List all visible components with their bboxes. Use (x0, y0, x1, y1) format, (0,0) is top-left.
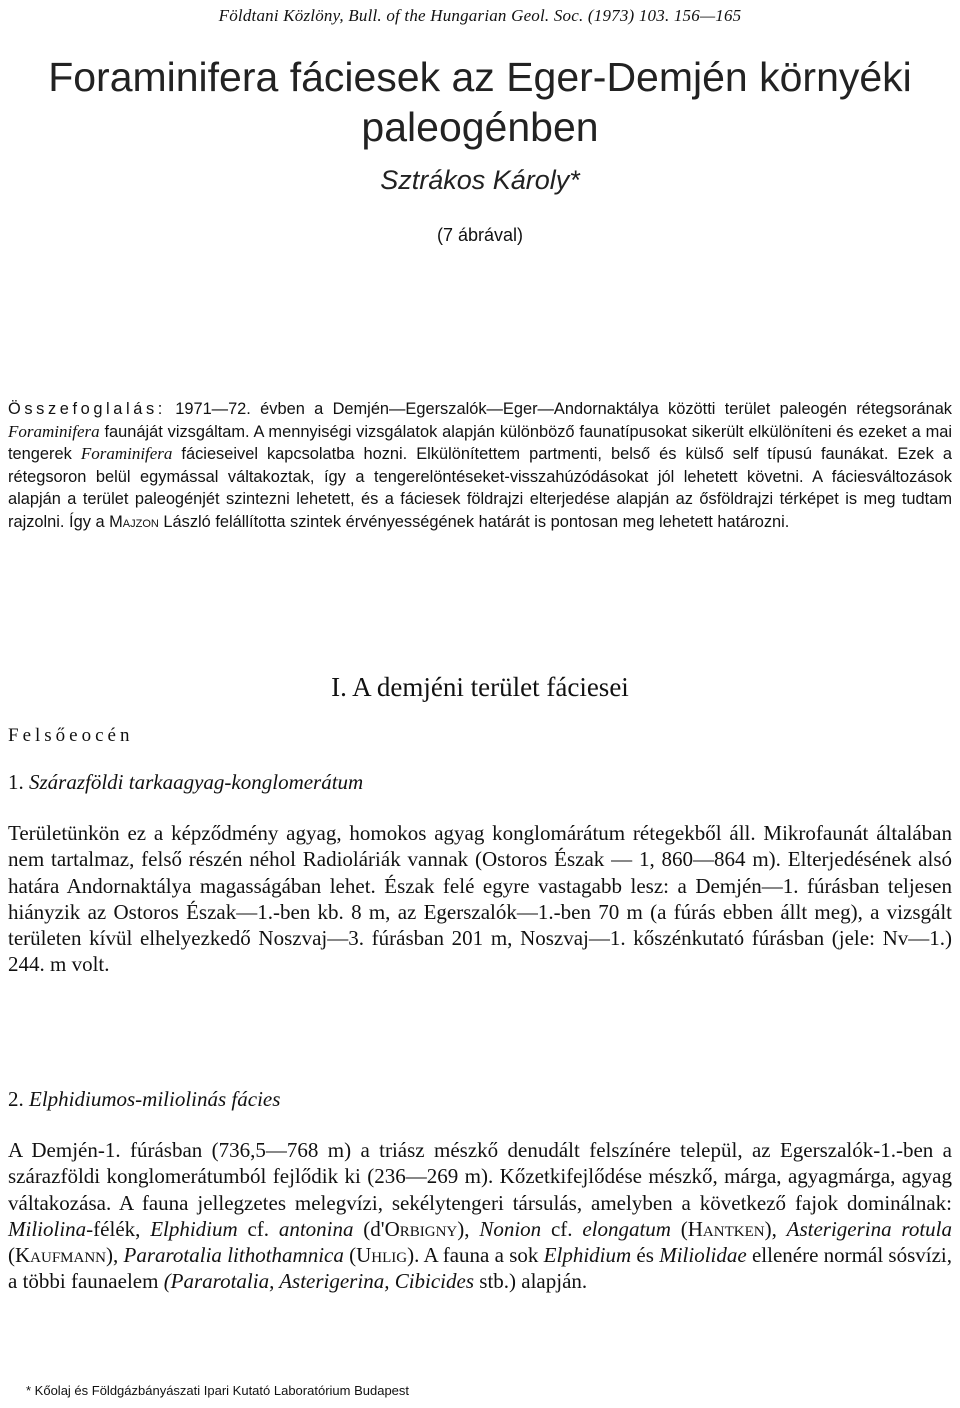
title-line-2: paleogénben (361, 104, 599, 150)
subsection-heading: Felsőeocén (8, 725, 134, 746)
summary-lead: Összefoglalás: (8, 400, 166, 418)
section-heading: I. A demjéni terület fáciesei (331, 672, 629, 702)
subsection-2-title: 2. Elphidiumos-miliolinás fácies (8, 1087, 281, 1111)
summary-paragraph: Összefoglalás: 1971—72. évben a Demjén—Egerszalók—Eger—Andornaktálya közötti terület paleogén rétegsorának Foraminifera faunáját vizsgáltam. A mennyiségi vizsgálatok alapján különböző faunatípusokat sikerült elkülöníteni és ezeket a mai tengerek Foraminifera fácieseivel kapcsolatba hozni. Elkülönítettem partmenti, belső és külső self típusú faunákat. Ezek a rétegsoron belül egymással váltakoztak, így a tengerelöntéseket-visszahúzódásokat jól lehetett követni. A fáciesváltozások alapján a terület paleogénjét szintezni lehetett, és a fáciesek földrajzi elterjedése alapján az ősföldrajzi térképet is meg tudtam rajzolni. Így a Majzon László felállította szintek érvényességének határát is pontosan meg lehetett határozni. (8, 400, 952, 531)
article-title (0, 52, 960, 152)
running-head: Földtani Közlöny, Bull. of the Hungarian Geol. Soc. (1973) 103. 156—165 (218, 6, 742, 25)
subsection-1-title: 1. Szárazföldi tarkaagyag-konglomerátum (8, 770, 364, 794)
author-name-smallcaps: Majzon (109, 512, 159, 531)
footnote: * Kőolaj és Földgázbányászati Ipari Kutató Laboratórium Budapest (26, 1383, 410, 1398)
subsection-2-text: A Demjén-1. fúrásban (736,5—768 m) a triász mészkő denudált felszínére települ, az Egerszalók-1.-ben a szárazföldi konglomerátumból fejlődik ki (236—269 m). Kőzetkifejlődése mészkő, márga, agyagmárga, agyag váltakozása. A fauna jellegzetes melegvízi, sekélytengeri társulás, amelyben a következő fajok dominálnak: Miliolina-félék, Elphidium cf. antonina (d'Orbigny), Nonion cf. elongatum (Hantken), Asterigerina rotula (Kaufmann), Pararotalia lithothamnica (Uhlig). A fauna a sok Elphidium és Miliolidae ellenére normál sósvízi, a többi faunaelem (Pararotalia, Asterigerina, Cibicides stb.) alapján. (8, 1138, 953, 1294)
figures-note: (7 ábrával) (436, 225, 524, 245)
author-name: Sztrákos Károly* (380, 165, 580, 195)
title-line-1: Foraminifera fáciesek az Eger-Demjén környéki (48, 54, 912, 100)
subsection-1-text: Területünkön ez a képződmény agyag, homokos agyag konglomárátum rétegekből áll. Mikrofaunát általában nem tartalmaz, felső részén néhol Radioláriák vannak (Ostoros Észak — 1, 860—864 m). Elterjedésének alsó határa Andornaktálya magasságában lehet. Észak felé egyre vastagabb lesz: a Demjén—1. fúrásban teljesen hiányzik az Ostoros Észak—1.-ben kb. 8 m, az Egerszalók—1.-ben 70 m (a fúrás ebben állt meg), a vizsgált területen kívül elhelyezkedő Noszvaj—3. fúrásban 201 m, Noszvaj—1. kőszénkutató fúrásban (jele: Nv—1.) 244. m volt. (8, 821, 952, 977)
